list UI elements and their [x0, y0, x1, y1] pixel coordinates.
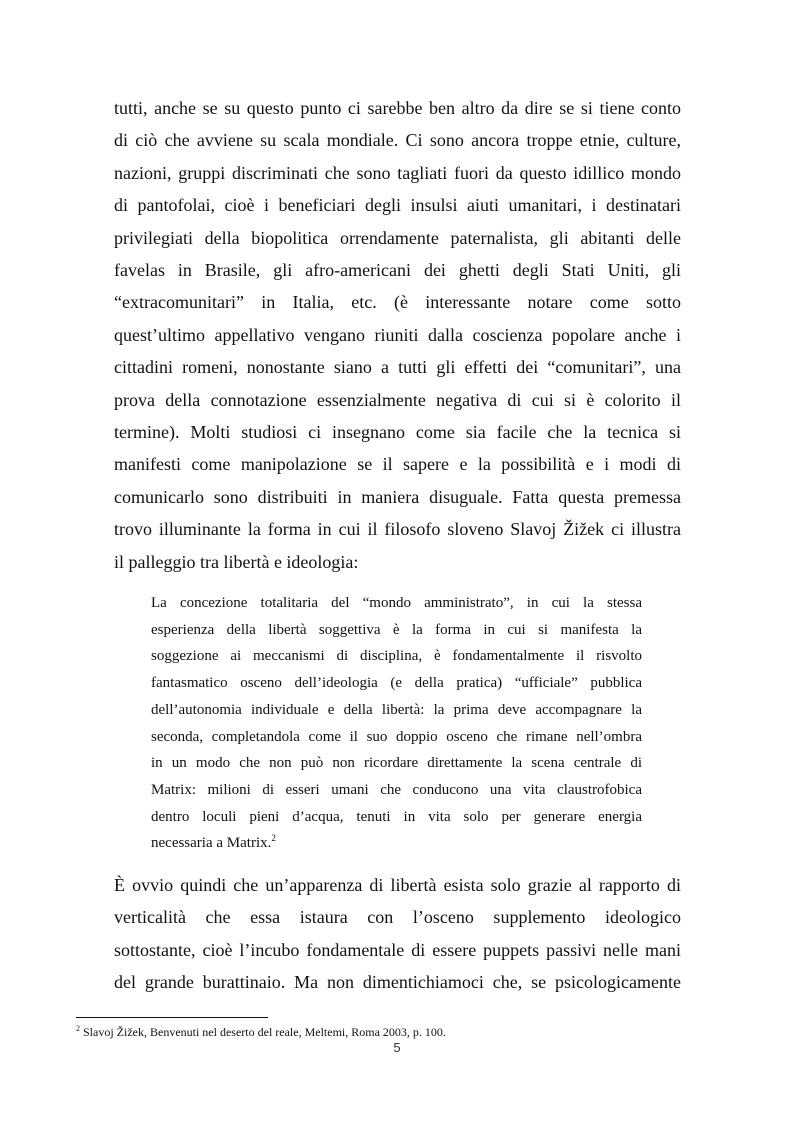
text-line: di pantofolai, cioè i beneficiari degli insulsi aiuti umanitari, i destinatari [114, 195, 681, 216]
text-line: sottostante, cioè l’incubo fondamentale di essere puppets passivi nelle mani [114, 939, 681, 960]
quote-line: La concezione totalitaria del “mondo amministrato”, in cui la stessa [151, 595, 642, 611]
text-line: il palleggio tra libertà e ideologia: [114, 551, 359, 572]
text-line: tutti, anche se su questo punto ci sarebbe ben altro da dire se si tiene conto [114, 98, 681, 118]
quote-line: esperienza della libertà soggettiva è la forma in cui si manifesta la [151, 621, 642, 638]
footnote-divider [76, 1017, 268, 1018]
text-line: verticalità che essa istaura con l’osceno supplemento ideologico [114, 907, 681, 928]
quote-line: dell’autonomia individuale e della libertà: la prima deve accompagnare la [151, 701, 642, 718]
text-line: comunicarlo sono distribuiti in maniera disuguale. Fatta questa premessa [114, 486, 681, 507]
text-line: trovo illuminante la forma in cui il filosofo sloveno Slavoj Žižek ci illustra [114, 519, 681, 540]
quote-line-text: necessaria a Matrix. [151, 835, 272, 852]
text-line: nazioni, gruppi discriminati che sono tagliati fuori da questo idillico mondo [114, 162, 681, 183]
block-quote [151, 590, 642, 857]
text-line: cittadini romeni, nonostante siano a tutti gli effetti dei “comunitari”, una [114, 357, 681, 378]
text-line: “extracomunitari” in Italia, etc. (è interessante notare come sotto [114, 292, 681, 313]
text-line: privilegiati della biopolitica orrendamente paternalista, gli abitanti delle [114, 227, 681, 248]
text-line: quest’ultimo appellativo vengano riuniti dalla coscienza popolare anche i [114, 324, 681, 345]
quote-line: Matrix: milioni di esseri umani che conducono una vita claustrofobica [151, 781, 642, 798]
quote-line-last [151, 830, 642, 857]
quote-line: fantasmatico osceno dell’ideologia (e della pratica) “ufficiale” pubblica [151, 675, 642, 692]
footnote-reference[interactable]: 2 [271, 833, 276, 844]
text-line: favelas in Brasile, gli afro-americani dei ghetti degli Stati Uniti, gli [114, 260, 681, 281]
text-line: manifesti come manipolazione se il sapere e la possibilità e i modi di [114, 454, 681, 475]
quote-line: dentro loculi pieni d’acqua, tenuti in vita solo per generare energia [151, 808, 642, 825]
body-paragraph-2 [114, 869, 681, 999]
quote-line: seconda, completandola come il suo doppio osceno che rimane nell’ombra [151, 728, 642, 745]
footnote-number: 2 [76, 1024, 80, 1033]
body-paragraph-1 [114, 92, 681, 578]
page-number: 5 [393, 1040, 401, 1055]
quote-line: in un modo che non può non ricordare direttamente la scena centrale di [151, 755, 642, 772]
text-line: termine). Molti studiosi ci insegnano come sia facile che la tecnica si [114, 422, 681, 443]
quote-line: soggezione ai meccanismi di disciplina, è fondamentalmente il risvolto [151, 648, 642, 665]
text-line: È ovvio quindi che un’apparenza di libertà esista solo grazie al rapporto di [114, 875, 681, 895]
footnote-text: Slavoj Žižek, Benvenuti nel deserto del reale, Meltemi, Roma 2003, p. 100. [83, 1025, 446, 1039]
footnote [76, 1025, 446, 1040]
text-line: di ciò che avviene su scala mondiale. Ci sono ancora troppe etnie, culture, [114, 130, 681, 151]
text-line: del grande burattinaio. Ma non dimentichiamoci che, se psicologicamente [114, 972, 681, 993]
text-line: prova della connotazione essenzialmente negativa di cui si è colorito il [114, 389, 681, 410]
